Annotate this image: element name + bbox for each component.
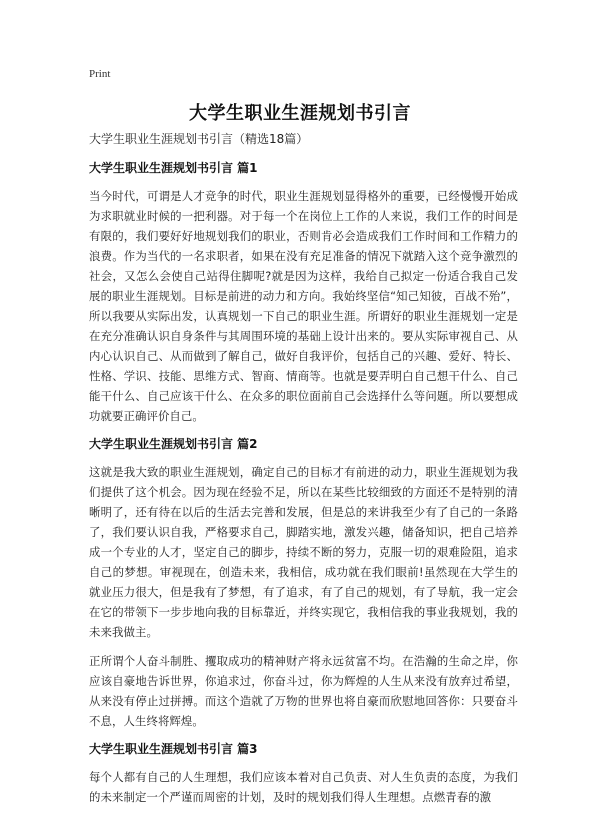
section-2-paragraph-2: 正所谓个人奋斗制胜、攫取成功的精神财产将永远贫富不均。在浩瀚的生命之岸，你应该自豪地告诉世界，你追求过，你奋斗过，你为辉煌的人生从来没有放弃过希望，从来没有停止过拼搏。而这个造就了万物的世界也将自豪而欣慰地回答你：只要奋斗不息，人生终将辉煌。 — [89, 654, 518, 728]
section-heading-2: 大学生职业生涯规划书引言 篇2 — [89, 437, 258, 451]
article-body — [89, 130, 518, 816]
section-2-paragraph-1: 这就是我大致的职业生涯规划，确定自己的目标才有前进的动力，职业生涯规划为我们提供了这个机会。因为现在经验不足，所以在某些比较细致的方面还不是特别的清晰明了，还有待在以后的生活去完善和发展，但是总的来讲我至少有了自己的一条路了，我们要认识自我，严格要求自己，脚踏实地，激发兴趣，储备知识，把自己培养成一个专业的人才，坚定自己的脚步，持续不断的努力，克服一切的艰难险阻，追求自己的梦想。审视现在，创造未来，我相信，成功就在我们眼前!虽然现在大学生的就业压力很大，但是我有了梦想，有了追求，有了自己的规划，有了导航，我一定会在它的带领下一步步地向我的目标靠近，并终实现它，我相信我的事业我规划，我的未来我做主。 — [89, 465, 518, 639]
section-1-paragraph-1: 当今时代，可谓是人才竞争的时代，职业生涯规划显得格外的重要，已经慢慢开始成为求职就业时候的一把利器。对于每一个在岗位上工作的人来说，我们工作的时间是有限的，我们要好好地规划我们的职业，否则肯必会造成我们工作时间和工作精力的浪费。作为当代的一名求职者，如果在没有充足准备的情况下就踏入这个竞争激烈的社会，又怎么会使自己站得住脚呢?就是因为这样，我给自己拟定一份适合我自己发展的职业生涯规划。目标是前进的动力和方向。我始终坚信“知己知彼，百战不殆”，所以我要从实际出发，认真规划一下自己的职业生涯。所谓好的职业生涯规划一定是在充分准确认识自身条件与其周围环境的基础上设计出来的。要从实际审视自己、从内心认识自己、从而做到了解自己，做好自我评价，包括自己的兴趣、爱好、特长、性格、学识、技能、思维方式、智商、情商等。也就是要弄明白自己想干什么、自己能干什么、自己应该干什么、在众多的职位面前自己会选择什么等问题。所以要想成功就要正确评价自己。 — [89, 189, 518, 423]
section-heading-3: 大学生职业生涯规划书引言 篇3 — [89, 742, 258, 756]
section-heading-1: 大学生职业生涯规划书引言 篇1 — [89, 161, 258, 175]
page-title: 大学生职业生涯规划书引言 — [189, 103, 411, 124]
article-subtitle: 大学生职业生涯规划书引言（精选18篇） — [89, 132, 309, 146]
print-link[interactable]: Print — [89, 68, 111, 80]
section-3-paragraph-1: 每个人都有自己的人生理想，我们应该本着对自己负责、对人生负责的态度，为我们的未来制定一个严谨而周密的计划，及时的规划我们得人生理想。点燃青春的激 — [89, 770, 518, 804]
